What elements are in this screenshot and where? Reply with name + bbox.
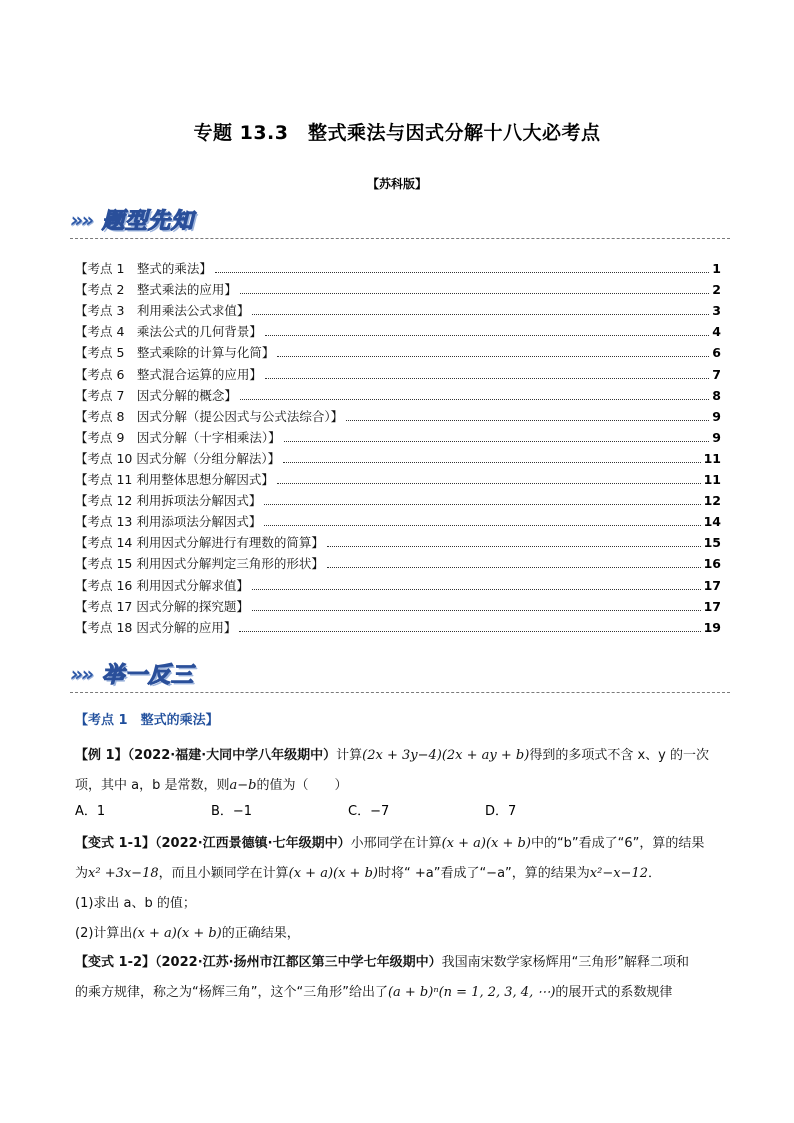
toc-entry-label: 【考点 18 因式分解的应用】: [75, 619, 237, 635]
toc-entry-label: 【考点 3 利用乘法公式求值】: [75, 303, 250, 319]
question-1: (1)求出 a、b 的值；: [75, 896, 196, 911]
example-source: （2022·福建·大同中学八年级期中）: [127, 748, 337, 763]
toc-page-number: 12: [703, 493, 721, 509]
banner-overview: [70, 200, 730, 252]
toc-page-number: 11: [703, 450, 721, 466]
toc-page-number: 11: [703, 472, 721, 488]
toc-entry[interactable]: [75, 596, 721, 617]
variant-source: （2022·江西景德镇·七年级期中）: [155, 836, 351, 851]
toc-entry[interactable]: [75, 342, 721, 363]
toc-page-number: 9: [712, 429, 721, 445]
toc-leader-dots: [327, 546, 701, 547]
toc-entry-label: 【考点 8 因式分解（提公因式与公式法综合）】: [75, 408, 344, 424]
toc-entry-label: 【考点 16 利用因式分解求值】: [75, 577, 249, 593]
math-expression: a−b: [229, 778, 257, 793]
math-expression: x² +3x−18: [88, 866, 159, 881]
toc-entry[interactable]: [75, 532, 721, 553]
toc-page-number: 19: [703, 619, 721, 635]
page-title: 专题 13.3 整式乘法与因式分解十八大必考点: [193, 122, 601, 144]
toc-page-number: 9: [712, 408, 721, 424]
toc-page-number: 4: [712, 324, 721, 340]
math-expression: (x + a)(x + b): [132, 926, 222, 941]
toc-entry-label: 【考点 1 整式的乘法】: [75, 261, 212, 277]
toc-entry-label: 【考点 6 整式混合运算的应用】: [75, 366, 262, 382]
answer-options: [75, 800, 721, 824]
variant-source: （2022·江苏·扬州市江都区第三中学七年级期中）: [155, 955, 442, 970]
toc-page-number: 3: [712, 303, 721, 319]
math-expression: (x + a)(x + b): [288, 866, 378, 881]
toc-entry-label: 【考点 12 利用拆项法分解因式】: [75, 493, 262, 509]
math-expression: (a + b)ⁿ(n = 1, 2, 3, 4, ⋯): [387, 985, 556, 1000]
toc-entry[interactable]: [75, 279, 721, 300]
toc-entry-label: 【考点 2 整式乘法的应用】: [75, 282, 237, 298]
toc-leader-dots: [284, 441, 710, 442]
toc-page-number: 8: [712, 387, 721, 403]
math-expression: (2x + 3y−4)(2x + ay + b): [362, 748, 530, 763]
section-heading: 【考点 1 整式的乘法】: [75, 713, 219, 728]
toc-entry[interactable]: [75, 490, 721, 511]
toc-entry[interactable]: [75, 553, 721, 574]
toc-page-number: 6: [712, 345, 721, 361]
toc-entry-label: 【考点 14 利用因式分解进行有理数的简算】: [75, 535, 324, 551]
toc-leader-dots: [239, 631, 700, 632]
toc-leader-dots: [327, 567, 701, 568]
toc-entry[interactable]: [75, 574, 721, 595]
variant-1-2: 【变式 1-2】（2022·江苏·扬州市江都区第三中学七年级期中）我国南宋数学家杨辉用“三角形”解释二项和 的乘方规律，称之为“杨辉三角”，这个“三角形”给出了(a + b)ⁿ(n = 1, 2, 3, 4, ⋯)的展开式的系数规律: [75, 955, 690, 1000]
toc-page-number: 17: [703, 577, 721, 593]
option-d: D．7: [485, 804, 517, 819]
toc-leader-dots: [264, 504, 700, 505]
toc-page-number: 16: [703, 556, 721, 572]
toc-entry-label: 【考点 9 因式分解（十字相乘法）】: [75, 429, 281, 445]
toc-leader-dots: [252, 589, 701, 590]
toc-entry-label: 【考点 5 整式乘除的计算与化简】: [75, 345, 275, 361]
toc-leader-dots: [264, 525, 700, 526]
toc-entry[interactable]: [75, 427, 721, 448]
variant-1-1: 【变式 1-1】（2022·江西景德镇·七年级期中）小邢同学在计算(x + a)(x + b)中的“b”看成了“6”，算的结果 为x² +3x−18，而且小颖同学在计算(x + a)(x + b)时将“ +a”看成了“−a”，算的结果为x²−x−12． (1)求出 a、b 的值； (2)计算出(x + a)(x + b)的正确结果，: [75, 829, 721, 949]
toc-page-number: 17: [703, 598, 721, 614]
table-of-contents: [75, 258, 721, 638]
toc-entry-label: 【考点 11 利用整体思想分解因式】: [75, 472, 274, 488]
banner-title: 举一反三: [102, 663, 195, 688]
toc-page-number: 1: [712, 261, 721, 277]
toc-leader-dots: [215, 272, 709, 273]
option-a: A．1: [75, 804, 106, 819]
toc-entry[interactable]: [75, 617, 721, 638]
toc-entry[interactable]: [75, 385, 721, 406]
toc-entry-label: 【考点 10 因式分解（分组分解法）】: [75, 450, 281, 466]
banner-arrows-icon: »»: [70, 208, 92, 232]
toc-entry-label: 【考点 13 利用添项法分解因式】: [75, 514, 262, 530]
toc-entry-label: 【考点 4 乘法公式的几何背景】: [75, 324, 262, 340]
toc-entry[interactable]: [75, 511, 721, 532]
toc-entry[interactable]: [75, 448, 721, 469]
banner-arrows-icon: »»: [70, 662, 92, 686]
toc-entry[interactable]: [75, 258, 721, 279]
toc-page-number: 14: [703, 514, 721, 530]
toc-page-number: 7: [712, 366, 721, 382]
toc-page-number: 15: [703, 535, 721, 551]
option-b: B．−1: [211, 804, 253, 819]
option-c: C．−7: [348, 804, 390, 819]
toc-leader-dots: [283, 462, 700, 463]
banner-practice: [70, 654, 730, 706]
variant-tag: 【变式 1-1】: [75, 836, 156, 851]
example-1: 【例 1】（2022·福建·大同中学八年级期中）计算(2x + 3y−4)(2x + ay + b)得到的多项式不含 x、y 的一次 项，其中 a，b 是常数，则a−b的值为（ ）: [75, 748, 709, 793]
banner-divider: [70, 692, 730, 693]
variant-tag: 【变式 1-2】: [75, 955, 156, 970]
toc-entry[interactable]: [75, 363, 721, 384]
toc-leader-dots: [240, 293, 709, 294]
toc-leader-dots: [265, 335, 709, 336]
toc-entry[interactable]: [75, 469, 721, 490]
banner-title: 题型先知: [102, 209, 195, 234]
toc-leader-dots: [277, 356, 709, 357]
toc-entry[interactable]: [75, 406, 721, 427]
toc-entry-label: 【考点 15 利用因式分解判定三角形的形状】: [75, 556, 324, 572]
toc-leader-dots: [265, 378, 709, 379]
toc-entry[interactable]: [75, 300, 721, 321]
toc-entry-label: 【考点 7 因式分解的概念】: [75, 387, 237, 403]
toc-leader-dots: [240, 399, 709, 400]
toc-leader-dots: [277, 483, 701, 484]
toc-page-number: 2: [712, 282, 721, 298]
toc-entry[interactable]: [75, 321, 721, 342]
toc-leader-dots: [346, 420, 709, 421]
math-expression: (x + a)(x + b): [441, 836, 531, 851]
banner-divider: [70, 238, 730, 239]
edition-label: 【苏科版】: [366, 177, 427, 191]
toc-entry-label: 【考点 17 因式分解的探究题】: [75, 598, 249, 614]
math-expression: x²−x−12: [589, 866, 648, 881]
toc-leader-dots: [252, 314, 709, 315]
example-tag: 【例 1】: [75, 748, 128, 763]
toc-leader-dots: [252, 610, 701, 611]
